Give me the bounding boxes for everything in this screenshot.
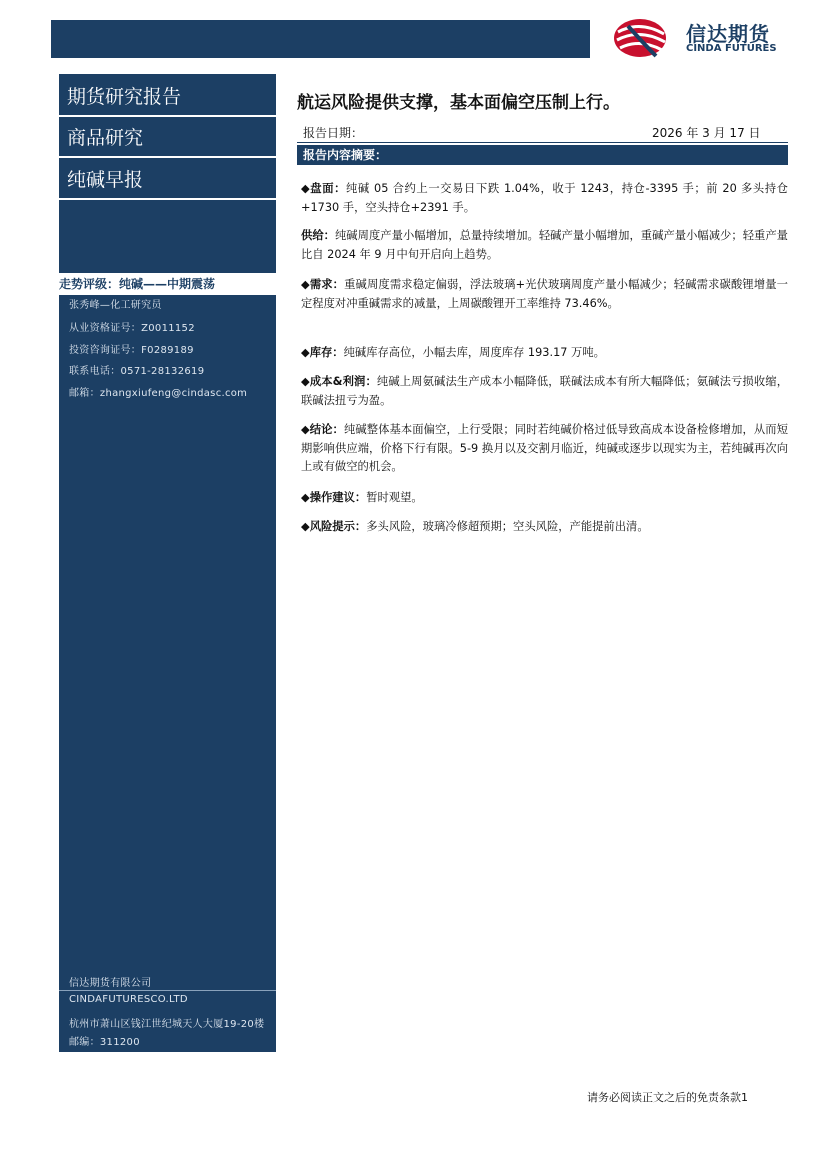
sidebar-item-report-name: 纯碱早报 [59,161,276,200]
logo-name-cn: 信达期货 [686,22,770,46]
section-text: 多头风险，玻璃冷修超预期；空头风险，产能提前出清。 [366,520,649,533]
section-market [301,180,788,217]
section-text: 纯碱库存高位，小幅去库，周度库存 193.17 万吨。 [343,346,605,359]
section-text: 纯碱整体基本面偏空，上行受限；同时若纯碱价格过低导致高成本设备检修增加，从而短期影响供应端，价格下行有限。5-9 换月以及交割月临近，纯碱或逐步以现实为主，若纯碱再次向上或有做空的机会。 [301,423,788,473]
analyst-license: 从业资格证号：Z0011152 [69,323,195,334]
section-inventory [301,344,788,363]
date-divider [297,142,788,143]
logo-name-en: CINDA FUTURES [686,43,777,54]
section-cost-profit [301,373,788,410]
section-text: 纯碱 05 合约上一交易日下跌 1.04%，收于 1243，持仓-3395 手；前 20 多头持仓+1730 手，空头持仓+2391 手。 [301,182,788,214]
section-label: ◆操作建议： [301,491,367,504]
section-label: ◆结论： [301,423,344,436]
company-postcode: 邮编：311200 [69,1037,140,1048]
section-risk [301,518,788,537]
section-text: 纯碱周度产量小幅增加，总量持续增加。轻碱产量小幅增加，重碱产量小幅减少；轻重产量比自 2024 年 9 月中旬开启向上趋势。 [301,229,788,261]
summary-header: 报告内容摘要： [297,145,788,165]
analyst-email[interactable]: 邮箱：zhangxiufeng@cindasc.com [69,388,248,399]
disclaimer-note: 请务必阅读正文之后的免责条款1 [587,1091,748,1104]
section-label: ◆成本&利润： [301,375,377,388]
sidebar-item-category: 商品研究 [59,119,276,158]
analyst-phone: 联系电话：0571-28132619 [69,366,205,377]
section-supply [301,227,788,264]
section-label: ◆需求： [301,278,345,291]
report-date: 2026 年 3 月 17 日 [652,126,761,140]
report-date-label: 报告日期： [303,126,364,140]
company-name: 信达期货有限公司 [69,978,152,989]
analyst-name: 张秀峰—化工研究员 [69,300,162,311]
report-title: 航运风险提供支撑，基本面偏空压制上行。 [297,93,620,113]
section-label: ◆风险提示： [301,520,367,533]
section-conclusion [301,421,788,477]
sidebar-item-report-type: 期货研究报告 [59,78,276,117]
section-label: 供给： [301,229,335,242]
trend-rating: 走势评级：纯碱——中期震荡 [59,273,276,295]
section-text: 重碱周度需求稳定偏弱，浮法玻璃+光伏玻璃周度产量小幅减少；轻碱需求碳酸锂增量一定程度对冲重碱需求的减量，上周碳酸锂开工率维持 73.46%。 [301,278,788,310]
company-address: 杭州市萧山区钱江世纪城天人大厦19-20楼 [69,1019,265,1030]
company-divider [59,990,276,991]
header-bar [51,20,590,58]
sidebar [59,74,276,1052]
analyst-consult-license: 投资咨询证号：F0289189 [69,345,194,356]
section-demand [301,276,788,313]
section-text: 暂时观望。 [366,491,423,504]
company-site[interactable]: CINDAFUTURESCO.LTD [69,994,188,1005]
section-label: ◆盘面： [301,182,347,195]
section-label: ◆库存： [301,346,344,359]
section-advice [301,489,788,508]
section-text: 纯碱上周氨碱法生产成本小幅降低，联碱法成本有所大幅降低；氨碱法亏损收缩，联碱法扭亏为盈。 [301,375,788,407]
